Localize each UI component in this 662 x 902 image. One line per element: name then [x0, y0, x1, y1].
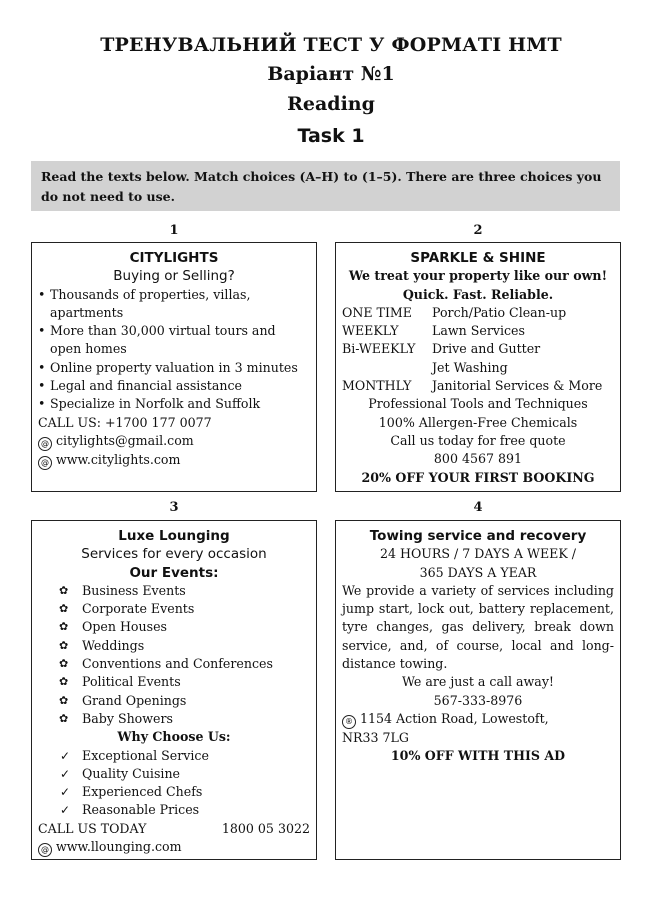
schedule-frequency: ONE TIME [342, 304, 413, 320]
page-title: ТРЕНУВАЛЬНИЙ ТЕСТ У ФОРМАТІ НМТ [100, 34, 562, 56]
events-heading: Our Events: [129, 564, 219, 581]
why-list [38, 747, 310, 820]
phone-line [38, 820, 310, 838]
offer-line: 10% OFF WITH THIS AD [390, 748, 566, 764]
email-icon: @ [38, 437, 52, 451]
ad-number-2: 2 [473, 223, 483, 238]
offer-line: 20% OFF YOUR FIRST BOOKING [361, 469, 595, 485]
phone-line: CALL US: +1700 177 0077 [38, 414, 212, 430]
schedule-service: Porch/Patio Clean-up [432, 304, 567, 320]
schedule-service: Janitorial Services & More [432, 378, 603, 394]
ad-body: We provide a variety of services including jump start, lock out, battery replacement, tyre changes, gas delivery, break down service, and, of course, local and long-distance towing. [342, 582, 614, 672]
ad-line: Professional Tools and Techniques [368, 396, 588, 412]
list-item: ✿ Corporate Events [38, 600, 310, 618]
list-item: ✿ Weddings [38, 637, 310, 655]
list-item: ✿ Political Events [38, 673, 310, 691]
web-line [38, 838, 310, 857]
variant-label: Варіант №1 [267, 63, 395, 85]
address-line-2: NR33 7LG [342, 729, 409, 745]
list-item: ✓ Experienced Chefs [38, 783, 310, 801]
globe-icon: @ [38, 456, 52, 470]
feature-list [38, 286, 310, 414]
address-text: 1154 Action Road, Lowestoft, [360, 710, 549, 726]
ad-title: Towing service and recovery [369, 528, 587, 544]
email-line [38, 432, 310, 451]
list-item: ✿ Grand Openings [38, 692, 310, 710]
list-item: ✓ Exceptional Service [38, 747, 310, 765]
cta-line: We are just a call away! [401, 674, 554, 690]
ad-number-1: 1 [169, 223, 179, 238]
ad-number-3: 3 [169, 500, 179, 515]
events-list [38, 582, 310, 728]
list-item: ✿ Conventions and Conferences [38, 655, 310, 673]
list-item: • More than 30,000 virtual tours and open homes [38, 322, 310, 359]
ad-tagline: We treat your property like our own! [348, 268, 608, 284]
schedule-row [342, 340, 614, 358]
phone-line: 567-333-8976 [433, 692, 523, 708]
ad-towing-service [335, 520, 621, 860]
web-line [38, 451, 310, 470]
list-item: ✿ Open Houses [38, 618, 310, 636]
schedule-frequency: WEEKLY [342, 323, 399, 339]
hours-line: 24 HOURS / 7 DAYS A WEEK / [379, 546, 577, 562]
web-text: www.citylights.com [56, 451, 181, 467]
list-item: • Legal and financial assistance [38, 377, 310, 395]
address-line [342, 710, 614, 729]
call-label: CALL US TODAY [38, 820, 147, 836]
globe-icon: @ [38, 843, 52, 857]
schedule-row [342, 359, 614, 377]
task-label: Task 1 [297, 125, 365, 147]
list-item: ✿ Business Events [38, 582, 310, 600]
web-text: www.llounging.com [56, 839, 182, 855]
ad-citylights [31, 242, 317, 492]
schedule-service: Drive and Gutter [432, 341, 541, 357]
ad-sparkle-shine [335, 242, 621, 492]
schedule-service: Jet Washing [432, 359, 508, 375]
schedule-frequency [342, 359, 432, 377]
list-item: ✿ Baby Showers [38, 710, 310, 728]
ad-title: SPARKLE & SHINE [410, 250, 546, 266]
schedule-row [342, 304, 614, 322]
phone-line: 800 4567 891 [433, 451, 523, 467]
list-item: • Specialize in Norfolk and Suffolk [38, 395, 310, 413]
schedule-frequency: Bi-WEEKLY [342, 341, 416, 357]
schedule-frequency: MONTHLY [342, 378, 412, 394]
list-item: • Online property valuation in 3 minutes [38, 359, 310, 377]
location-icon: ® [342, 715, 356, 729]
ad-subtitle: Buying or Selling? [113, 268, 235, 285]
call-number: 1800 05 3022 [221, 820, 310, 836]
list-item: • Thousands of properties, villas, apartments [38, 286, 310, 323]
schedule-row [342, 377, 614, 395]
ad-subtitle: Services for every occasion [81, 546, 267, 563]
ad-number-4: 4 [473, 500, 483, 515]
ad-line: 100% Allergen-Free Chemicals [378, 414, 578, 430]
hours-line-2: 365 DAYS A YEAR [419, 564, 537, 580]
list-item: ✓ Quality Cuisine [38, 765, 310, 783]
email-text: citylights@gmail.com [56, 432, 194, 448]
schedule-service: Lawn Services [432, 323, 525, 339]
list-item: ✓ Reasonable Prices [38, 801, 310, 819]
ad-luxe-lounging [31, 520, 317, 860]
ad-title: CITYLIGHTS [129, 250, 219, 266]
ad-title: Luxe Lounging [118, 528, 230, 544]
why-heading: Why Choose Us: [117, 729, 231, 745]
ad-line: Call us today for free quote [390, 432, 566, 448]
schedule-row [342, 322, 614, 340]
section-label: Reading [287, 93, 375, 115]
ad-tagline-2: Quick. Fast. Reliable. [402, 286, 554, 302]
instructions: Read the texts below. Match choices (A–H) to (1–5). There are three choices you do not need to use. [31, 161, 620, 211]
